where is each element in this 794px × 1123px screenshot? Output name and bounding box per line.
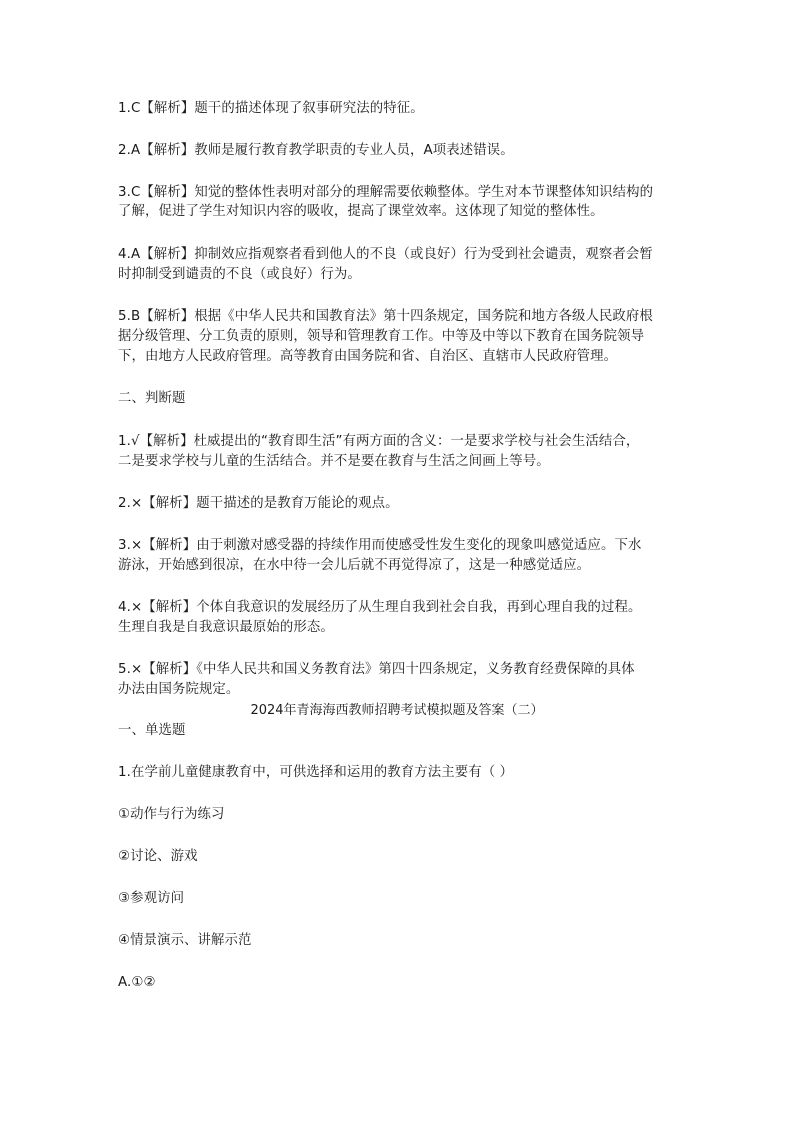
question-1-option-3: ③参观访问 [118, 891, 185, 906]
answer-5-explanation-line-2: 据分级管理、分工负责的原则，领导和管理教育工作。中等及中等以下教育在国务院领导 [118, 329, 645, 344]
section-heading-single-choice: 一、单选题 [118, 723, 186, 738]
question-1-choice-a: A.①② [118, 975, 156, 990]
answer-3-explanation-line-2: 了解，促进了学生对知识内容的吸收，提高了课堂效率。这体现了知觉的整体性。 [118, 204, 604, 219]
judgment-2-explanation: 2.×【解析】题干描述的是教育万能论的观点。 [118, 496, 399, 511]
answer-3-explanation-line-1: 3.C【解析】知觉的整体性表明对部分的理解需要依赖整体。学生对本节课整体知识结构的 [118, 185, 654, 200]
question-1-stem: 1.在学前儿童健康教育中，可供选择和运用的教育方法主要有（ ） [118, 765, 514, 780]
judgment-1-explanation-line-1: 1.√【解析】杜威提出的“教育即生活”有两方面的含义：一是要求学校与社会生活结合， [118, 434, 640, 449]
judgment-3-explanation-line-1: 3.×【解析】由于刺激对感受器的持续作用而使感受性发生变化的现象叫感觉适应。下水 [118, 538, 642, 553]
answer-2-explanation: 2.A【解析】教师是履行教育教学职责的专业人员，A项表述错误。 [118, 143, 514, 158]
answer-4-explanation-line-1: 4.A【解析】抑制效应指观察者看到他人的不良（或良好）行为受到社会谴责，观察者会暂 [118, 247, 653, 262]
judgment-3-explanation-line-2: 游泳，开始感到很凉，在水中待一会儿后就不再觉得凉了，这是一种感觉适应。 [118, 558, 591, 573]
judgment-4-explanation-line-2: 生理自我是自我意识最原始的形态。 [118, 620, 334, 635]
judgment-5-explanation-line-1: 5.×【解析】《中华人民共和国义务教育法》第四十四条规定，义务教育经费保障的具体 [118, 662, 635, 677]
answer-4-explanation-line-2: 时抑制受到谴责的不良（或良好）行为。 [118, 267, 361, 282]
answer-5-explanation-line-3: 下，由地方人民政府管理。高等教育由国务院和省、自治区、直辖市人民政府管理。 [118, 349, 618, 364]
question-1-option-4: ④情景演示、讲解示范 [118, 933, 252, 948]
judgment-1-explanation-line-2: 二是要求学校与儿童的生活结合。并不是要在教育与生活之间画上等号。 [118, 454, 550, 469]
exam-title: 2024年青海海西教师招聘考试模拟题及答案（二） [250, 703, 544, 718]
answer-1-explanation: 1.C【解析】题干的描述体现了叙事研究法的特征。 [118, 101, 424, 116]
answer-5-explanation-line-1: 5.B【解析】根据《中华人民共和国教育法》第十四条规定，国务院和地方各级人民政府根 [118, 309, 653, 324]
question-1-option-2: ②讨论、游戏 [118, 849, 198, 864]
question-1-option-1: ①动作与行为练习 [118, 807, 225, 822]
judgment-4-explanation-line-1: 4.×【解析】个体自我意识的发展经历了从生理自我到社会自我，再到心理自我的过程。 [118, 600, 642, 615]
judgment-5-explanation-line-2: 办法由国务院规定。 [118, 682, 240, 697]
section-heading-judgment: 二、判断题 [118, 391, 186, 406]
